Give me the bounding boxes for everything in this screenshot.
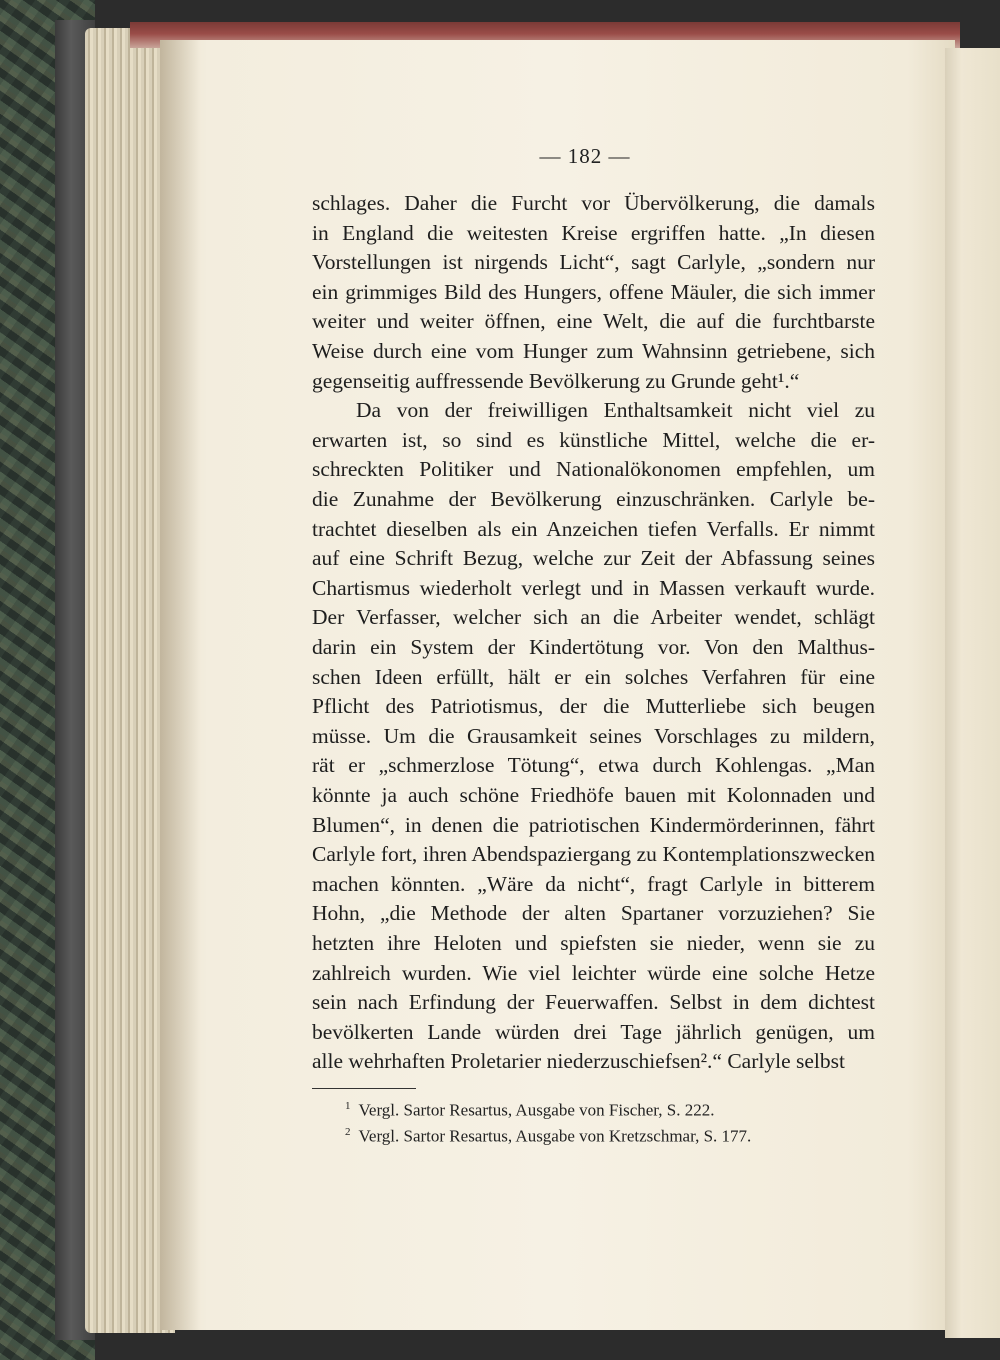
text-line: Der Verfasser, welcher sich an die Arbeiter wendet, schlägt	[312, 605, 875, 630]
text-line: Carlyle fort, ihren Abendspaziergang zu Kontemplationszwecken	[312, 842, 875, 867]
text-line: in England die weitesten Kreise ergriffen hatte. „In diesen	[312, 220, 875, 245]
text-line: die Zunahme der Bevölkerung einzuschränken. Carlyle be-	[312, 487, 875, 511]
footnote-mark: 1	[345, 1100, 351, 1112]
text-line: Weise durch eine vom Hunger zum Wahnsinn getriebene, sich	[312, 339, 875, 363]
text-line: alle wehrhaften Proletarier niederzuschiefsen².“ Carlyle selbst	[312, 1049, 845, 1074]
text-line: Da von der freiwilligen Enthaltsamkeit nicht viel zu	[356, 398, 875, 423]
text-line: erwarten ist, so sind es künstliche Mittel, welche die er-	[312, 427, 875, 452]
text-line: sein nach Erfindung der Feuerwaffen. Selbst in dem dichtest	[312, 990, 875, 1015]
text-line: zahlreich wurden. Wie viel leichter würde eine solche Hetze	[312, 960, 875, 985]
text-line: gegenseitig auffressende Bevölkerung zu Grunde geht¹.“	[312, 368, 800, 393]
text-line: ein grimmiges Bild des Hungers, offene Mäuler, die sich immer	[312, 279, 875, 304]
footnote-text: Vergl. Sartor Resartus, Ausgabe von Kretzschmar, S. 177.	[358, 1126, 752, 1146]
text-line: schlages. Daher die Furcht vor Übervölkerung, die damals	[312, 191, 875, 215]
text-line: weiter und weiter öffnen, eine Welt, die auf die furchtbarste	[312, 309, 875, 334]
text-line: Pflicht des Patriotismus, der die Mutterliebe sich beugen	[312, 694, 875, 719]
page-number: — 182 —	[539, 144, 631, 168]
text-line: machen könnten. „Wäre da nicht“, fragt Carlyle in bitterem	[312, 871, 875, 896]
text-line: müsse. Um die Grausamkeit seines Vorschlages zu mildern,	[312, 723, 875, 748]
footnote-rule	[312, 1088, 416, 1089]
text-line: könnte ja auch schöne Friedhöfe bauen mit Kolonnaden und	[312, 783, 875, 807]
footnote-text: Vergl. Sartor Resartus, Ausgabe von Fischer, S. 222.	[358, 1100, 715, 1120]
text-line: darin ein System der Kindertötung vor. Von den Malthus-	[312, 635, 875, 659]
text-line: rät er „schmerzlose Tötung“, etwa durch Kohlengas. „Man	[312, 753, 875, 778]
text-line: Vorstellungen ist nirgends Licht“, sagt Carlyle, „sondern nur	[312, 250, 875, 275]
footnote-mark: 2	[345, 1126, 351, 1138]
text-line: bevölkerten Lande würden drei Tage jährlich genügen, um	[312, 1019, 875, 1044]
text-line: schreckten Politiker und Nationalökonomen empfehlen, um	[312, 457, 875, 482]
text-line: Hohn, „die Methode der alten Spartaner vorzuziehen? Sie	[312, 901, 875, 926]
facing-page-edge	[945, 48, 1000, 1338]
footnote-2	[345, 1120, 751, 1144]
text-line: trachtet dieselben als ein Anzeichen tiefen Verfalls. Er nimmt	[312, 516, 875, 541]
gutter-shadow	[160, 40, 200, 1330]
text-line: Chartismus wiederholt verlegt und in Massen verkauft wurde.	[312, 575, 875, 600]
text-line: Blumen“, in denen die patriotischen Kindermörderinnen, fährt	[312, 812, 875, 837]
footnote-1	[345, 1094, 714, 1118]
text-line: hetzten ihre Heloten und spiefsten sie nieder, wenn sie zu	[312, 931, 875, 955]
text-line: auf eine Schrift Bezug, welche zur Zeit der Abfassung seines	[312, 546, 875, 571]
text-line: schen Ideen erfüllt, hält er ein solches Verfahren für eine	[312, 664, 875, 689]
